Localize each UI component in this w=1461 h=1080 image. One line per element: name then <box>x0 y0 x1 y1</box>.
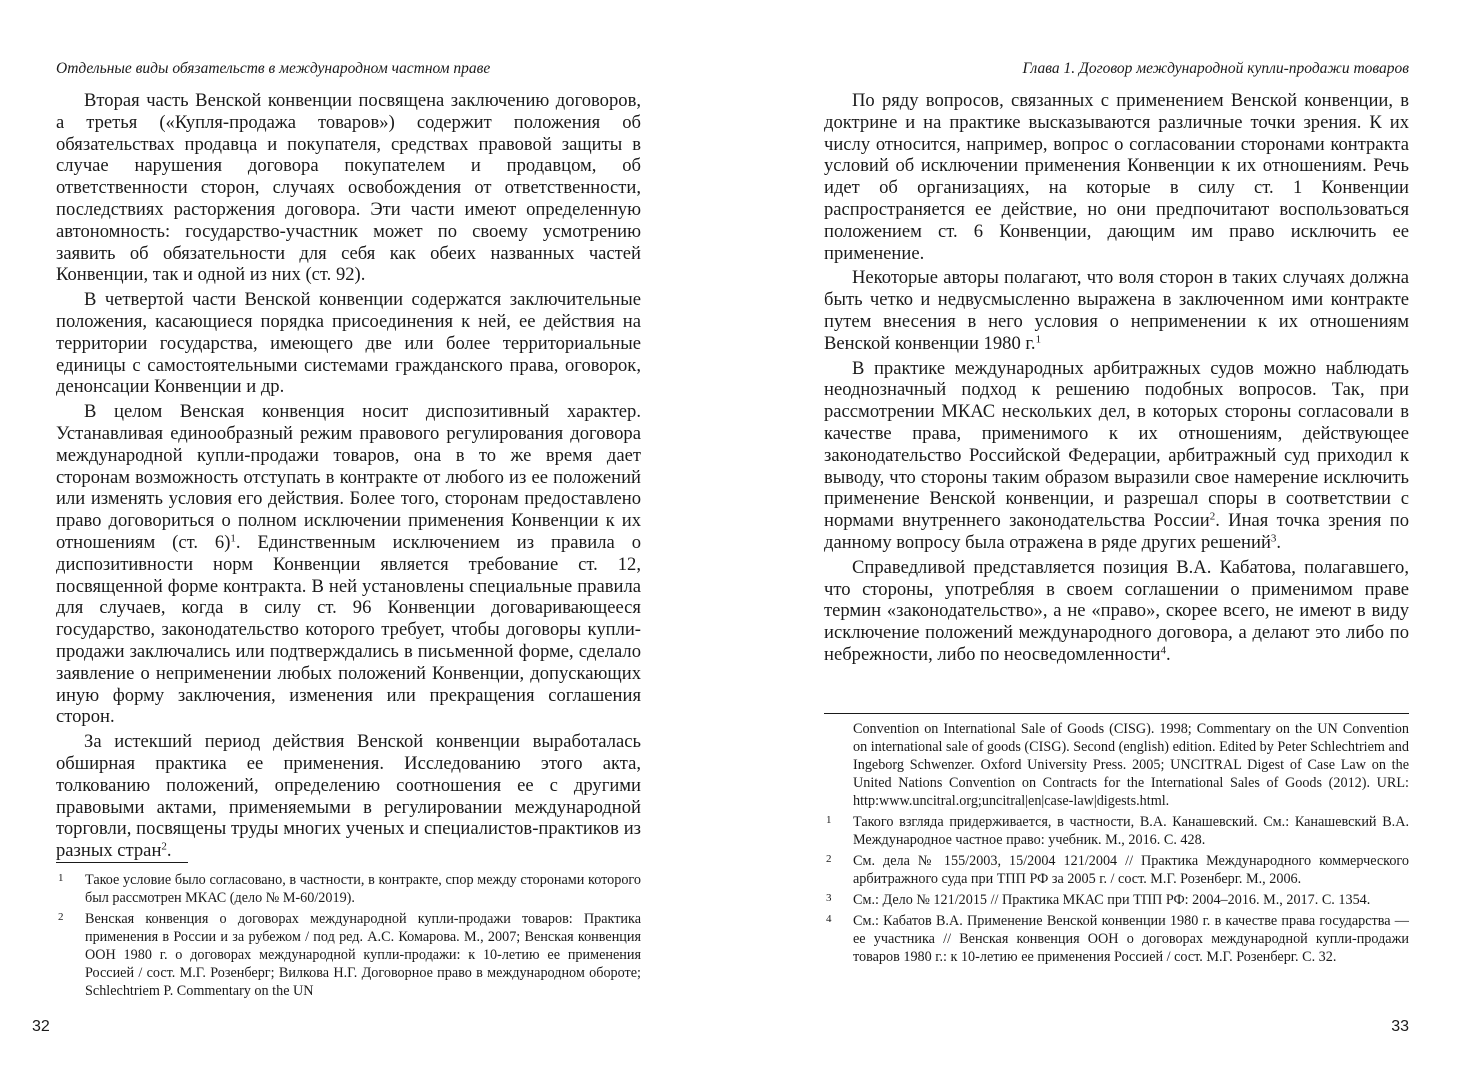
paragraph-text: Некоторые авторы полагают, что воля сторон в таких случаях должна быть четко и недвусмысленно выражена в заключенном ими контракте путем внесения в него условия о неприменении к их отношениям Венской конвенции 1980 г. <box>824 267 1409 354</box>
footnote-ref: 4 <box>1160 644 1167 657</box>
footnote <box>56 871 641 907</box>
footnote-number: 2 <box>826 853 832 865</box>
footnote-ref: 3 <box>1270 532 1277 545</box>
left-page <box>32 0 641 1080</box>
footnote-text: См. дела № 155/2003, 15/2004 121/2004 // Практика Международного коммерческого арбитражного суда при ТПП РФ за 2005 г. / сост. М.Г. Розенберг. М., 2006. <box>853 853 1409 887</box>
page-number-left: 32 <box>32 1018 50 1035</box>
footnote-ref: 1 <box>1035 333 1042 346</box>
left-page-body <box>56 90 641 862</box>
footnote-rule <box>56 862 188 863</box>
page-number-right: 33 <box>1391 1018 1409 1035</box>
footnote <box>824 813 1409 849</box>
paragraph-text: В целом Венская конвенция носит диспозитивный характер. Устанавливая единообразный режим правового регулирования договора международной купли-продажи товаров, она в то же время дает сторонам возможность отступать в контракте от любого из ее положений или изменять условия его действия. Более того, сторонам предоставлено право договориться о полном исключении применения Конвенции к их отношениям (ст. 6) <box>56 401 641 553</box>
footnote-number: 3 <box>826 892 832 904</box>
paragraph <box>824 557 1409 666</box>
paragraph-text: Справедливой представляется позиция В.А. Кабатова, полагавшего, что стороны, употребляя в своем соглашении о применимом праве термин «законодательство», а не «право», скорее всего, не имеют в виду исключение положений международного договора, а делают это либо по небрежности, либо по неосведомленности <box>824 556 1409 665</box>
paragraph-text: . <box>1166 643 1171 665</box>
running-head-right: Глава 1. Договор международной купли-продажи товаров <box>1022 60 1409 77</box>
footnote-number: 1 <box>826 814 832 826</box>
footnote <box>56 910 641 1000</box>
footnote-text: См.: Кабатов В.А. Применение Венской конвенции 1980 г. в качестве права государства — ее участника // Венская конвенция ООН о договорах международной купли-продажи товаров 1980 г.: к 10-летию ее применения Россией / сост. М.Г. Розенберг. С. 32. <box>853 913 1409 965</box>
footnote-continuation: Convention on International Sale of Goods (CISG). 1998; Commentary on the UN Convention on international sale of goods (CISG). Second (english) edition. Edited by Peter Schlechtriem and Ingeborg Schwenzer. Oxford University Press. 2005; UNCITRAL Digest of Case Law on the United Nations Convention on Contracts for the International Sales of Goods (2012). URL: http:www.uncitral.org;uncitral|en|case-law|digests.html. <box>853 721 1409 809</box>
footnote <box>824 852 1409 888</box>
paragraph-text: За истекший период действия Венской конвенции выработалась обширная практика ее применения. Исследованию этого акта, толкованию положений, определению соотношения ее с другими правовыми актами, применяемыми в регулировании международной торговли, посвящены труды многих ученых и специалистов-практиков из разных стран <box>56 731 641 862</box>
right-page <box>824 0 1409 1080</box>
paragraph-text: В практике международных арбитражных судов можно наблюдать неоднозначный подход к решению подобных вопросов. Так, при рассмотрении МКАС нескольких дел, в которых стороны согласовали в качестве права, применимого к их отношениям, действующее законодательство Российской Федерации, арбитражный суд приходил к выводу, что стороны таким образом выразили свое намерение исключить применение Венской конвенции, и разрешал споры в соответствии с нормами внутреннего законодательства России <box>824 357 1409 532</box>
footnote-ref: 1 <box>230 532 236 545</box>
paragraph <box>56 401 641 728</box>
footnote-text: См.: Дело № 121/2015 // Практика МКАС при ТПП РФ: 2004–2016. М., 2017. С. 1354. <box>853 892 1371 908</box>
right-page-body <box>824 90 1409 666</box>
paragraph-text: . <box>1276 531 1282 553</box>
footnote-text: Такое условие было согласовано, в частности, в контракте, спор между сторонами которого был рассмотрен МКАС (дело № М-60/2019). <box>85 872 641 906</box>
footnote-number: 4 <box>826 913 832 925</box>
footnote <box>824 891 1409 909</box>
paragraph <box>824 267 1409 354</box>
footnote-text: Такого взгляда придерживается, в частности, В.А. Канашевский. См.: Канашевский В.А. Международное частное право: учебник. М., 2016. С. 428. <box>853 814 1409 848</box>
footnote-ref: 2 <box>161 840 167 853</box>
footnote-number: 2 <box>58 911 64 923</box>
left-footnotes <box>56 871 641 1003</box>
footnote-number: 1 <box>58 872 64 884</box>
footnote <box>824 912 1409 966</box>
paragraph-text: . Иная точка зрения по данному вопросу была отражена в ряде других решений <box>824 510 1409 553</box>
running-head-left: Отдельные виды обязательств в международном частном праве <box>56 60 491 77</box>
paragraph: По ряду вопросов, связанных с применением Венской конвенции, в доктрине и на практике высказываются различные точки зрения. К их числу относится, например, вопрос о согласовании сторонами контракта условий об исключении применения Конвенции к их отношениям. Речь идет об организациях, на которые в силу ст. 1 Конвенции распространяется ее действие, но они предпочитают воспользоваться положением ст. 6 Конвенции, дающим им право исключить ее применение. <box>824 90 1409 264</box>
footnote-rule <box>824 713 1409 714</box>
footnote-text: Венская конвенция о договорах международной купли-продажи товаров: Практика применения в России и за рубежом / под ред. А.С. Комарова. М., 2007; Венская конвенция ООН 1980 г. о договорах международной купли-продажи: к 10-летию ее применения Россией / сост. М.Г. Розенберг; Вилкова Н.Г. Договорное право в международном обороте; Schlechtriem P. Commentary on the UN <box>85 911 641 999</box>
paragraph <box>824 358 1409 554</box>
footnote-ref: 2 <box>1209 510 1216 523</box>
right-footnotes <box>824 720 1409 969</box>
paragraph: Вторая часть Венской конвенции посвящена заключению договоров, а третья («Купля-продажа товаров») содержит положения об обязательствах продавца и покупателя, средствах правовой защиты в случае нарушения договора покупателем и продавцом, об ответственности сторон, случаях освобождения от ответственности, последствиях расторжения договора. Эти части имеют определенную автономность: государство-участник может по своему усмотрению заявить об обязательности для себя как обеих названных частей Конвенции, так и одной из них (ст. 92). <box>56 90 641 286</box>
paragraph-text: . <box>166 840 172 862</box>
paragraph <box>56 731 641 862</box>
paragraph: В четвертой части Венской конвенции содержатся заключительные положения, касающиеся порядка присоединения к ней, ее действия на территории государства, имеющего две или более территориальные единицы с самостоятельными системами гражданского права, оговорок, денонсации Конвенции и др. <box>56 289 641 398</box>
paragraph-text: . Единственным исключением из правила о диспозитивности норм Конвенции является требование ст. 12, посвященной форме контракта. В ней установлены специальные правила для случаев, когда в силу ст. 96 Конвенции договаривающееся государство, законодательство которого требует, чтобы договоры купли-продажи заключались или подтверждались в письменной форме, сделало заявление о неприменении любых положений Конвенции, допускающих иную форму заключения, изменения или прекращения соглашения сторон. <box>56 531 641 728</box>
